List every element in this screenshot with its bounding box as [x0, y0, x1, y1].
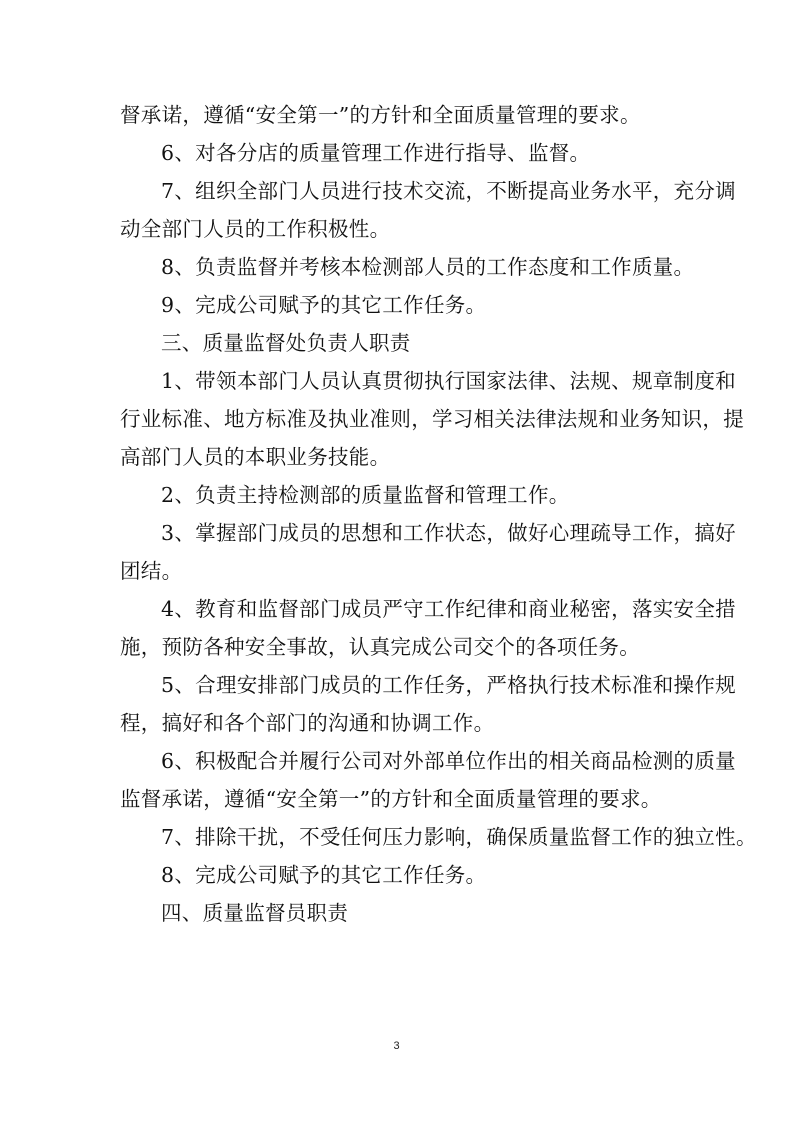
section3-item-3: 3、掌握部门成员的思想和工作状态，做好心理疏导工作，搞好 — [161, 521, 736, 545]
section3-item-3-continuation: 团结。 — [120, 559, 183, 583]
section-heading-4: 四、质量监督员职责 — [161, 901, 349, 925]
section3-item-4: 4、教育和监督部门成员严守工作纪律和商业秘密，落实安全措 — [161, 597, 736, 621]
list-item-8-assessment: 8、负责监督并考核本检测部人员的工作态度和工作质量。 — [161, 255, 695, 279]
section3-item-5: 5、合理安排部门成员的工作任务，严格执行技术标准和操作规 — [161, 673, 736, 697]
list-item-7-tech-exchange: 7、组织全部门人员进行技术交流，不断提高业务水平，充分调 — [161, 179, 736, 203]
section3-item-8: 8、完成公司赋予的其它工作任务。 — [161, 863, 487, 887]
page-body — [120, 96, 757, 932]
paragraph-continuation: 督承诺，遵循“安全第一”的方针和全面质量管理的要求。 — [120, 103, 641, 127]
section3-item-1-continuation: 行业标准、地方标准及执业准则，学习相关法律法规和业务知识，提 — [120, 407, 744, 431]
section3-item-4-continuation: 施，预防各种安全事故，认真完成公司交个的各项任务。 — [120, 635, 640, 659]
page-number: 3 — [393, 1040, 400, 1052]
list-item-7-continuation: 动全部门人员的工作积极性。 — [120, 217, 391, 241]
list-item-9-other-tasks: 9、完成公司赋予的其它工作任务。 — [161, 293, 487, 317]
section-heading-3: 三、质量监督处负责人职责 — [161, 331, 411, 355]
section3-item-6-continuation: 监督承诺，遵循“安全第一”的方针和全面质量管理的要求。 — [120, 787, 662, 811]
section3-item-6: 6、积极配合并履行公司对外部单位作出的相关商品检测的质量 — [161, 749, 736, 773]
section3-item-7: 7、排除干扰，不受任何压力影响，确保质量监督工作的独立性。 — [161, 825, 757, 849]
section3-item-1-continuation-2: 高部门人员的本职业务技能。 — [120, 445, 391, 469]
list-item-6-branch-guidance: 6、对各分店的质量管理工作进行指导、监督。 — [161, 141, 591, 165]
section3-item-5-continuation: 程，搞好和各个部门的沟通和协调工作。 — [120, 711, 495, 735]
section3-item-2: 2、负责主持检测部的质量监督和管理工作。 — [161, 483, 570, 507]
section3-item-1: 1、带领本部门人员认真贯彻执行国家法律、法规、规章制度和 — [161, 369, 736, 393]
